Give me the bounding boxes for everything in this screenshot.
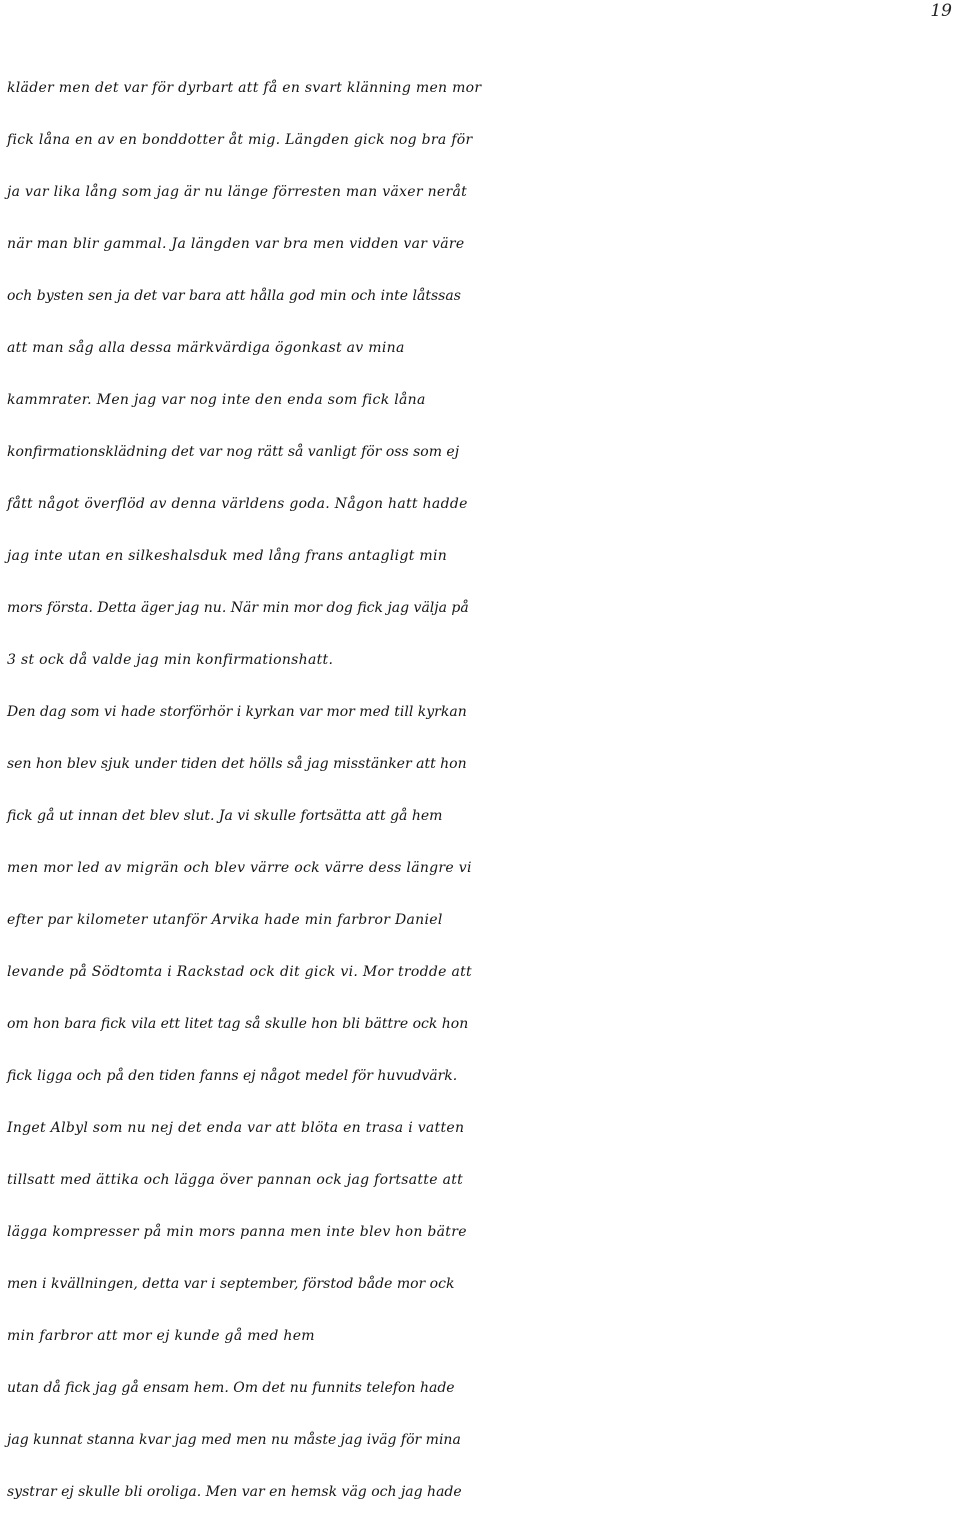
text-line: min farbror att mor ej kunde gå med hem <box>7 1328 315 1344</box>
text-line: mors första. Detta äger jag nu. När min mor dog fick jag välja på <box>7 600 469 616</box>
page-number: 19 <box>930 1 952 21</box>
text-line: jag inte utan en silkeshalsduk med lång frans antagligt min <box>7 548 448 564</box>
text-line: konfirmationsklädning det var nog rätt så vanligt för oss som ej <box>7 444 460 460</box>
text-line: och bysten sen ja det var bara att hålla god min och inte låtssas <box>7 288 461 304</box>
handwritten-text-body <box>7 62 957 1518</box>
text-line: utan då fick jag gå ensam hem. Om det nu funnits telefon hade <box>7 1380 455 1396</box>
text-line: tillsatt med ättika och lägga över pannan ock jag fortsatte att <box>7 1172 464 1188</box>
text-line: att man såg alla dessa märkvärdiga ögonkast av mina <box>7 340 405 356</box>
text-line: jag kunnat stanna kvar jag med men nu måste jag iväg för mina <box>7 1432 461 1448</box>
text-line: fått något överflöd av denna världens goda. Någon hatt hadde <box>7 496 468 512</box>
text-line: fick låna en av en bonddotter åt mig. Längden gick nog bra för <box>7 132 473 148</box>
text-line: men i kvällningen, detta var i september, förstod både mor ock <box>7 1276 455 1292</box>
text-line: ja var lika lång som jag är nu länge förresten man växer neråt <box>7 184 468 200</box>
text-line: men mor led av migrän och blev värre ock värre dess längre vi <box>7 860 472 876</box>
text-line: lägga kompresser på min mors panna men inte blev hon bätre <box>7 1224 467 1240</box>
text-line: fick ligga och på den tiden fanns ej något medel för huvudvärk. <box>7 1068 458 1084</box>
text-line: 3 st ock då valde jag min konfirmationshatt. <box>7 652 334 668</box>
text-line: levande på Södtomta i Rackstad ock dit gick vi. Mor trodde att <box>7 964 472 980</box>
text-line: när man blir gammal. Ja längden var bra men vidden var väre <box>7 236 465 252</box>
text-line: Den dag som vi hade storförhör i kyrkan var mor med till kyrkan <box>7 704 467 720</box>
text-line: Inget Albyl som nu nej det enda var att blöta en trasa i vatten <box>7 1120 465 1136</box>
text-line: fick gå ut innan det blev slut. Ja vi skulle fortsätta att gå hem <box>7 808 443 824</box>
text-line: om hon bara fick vila ett litet tag så skulle hon bli bättre ock hon <box>7 1016 469 1032</box>
text-line: sen hon blev sjuk under tiden det hölls så jag misstänker att hon <box>7 756 467 772</box>
text-line: efter par kilometer utanför Arvika hade min farbror Daniel <box>7 912 443 928</box>
text-line: systrar ej skulle bli oroliga. Men var en hemsk väg och jag hade <box>7 1484 462 1500</box>
text-line: kläder men det var för dyrbart att få en svart klänning men mor <box>7 80 482 96</box>
text-line: kammrater. Men jag var nog inte den enda som fick låna <box>7 392 426 408</box>
